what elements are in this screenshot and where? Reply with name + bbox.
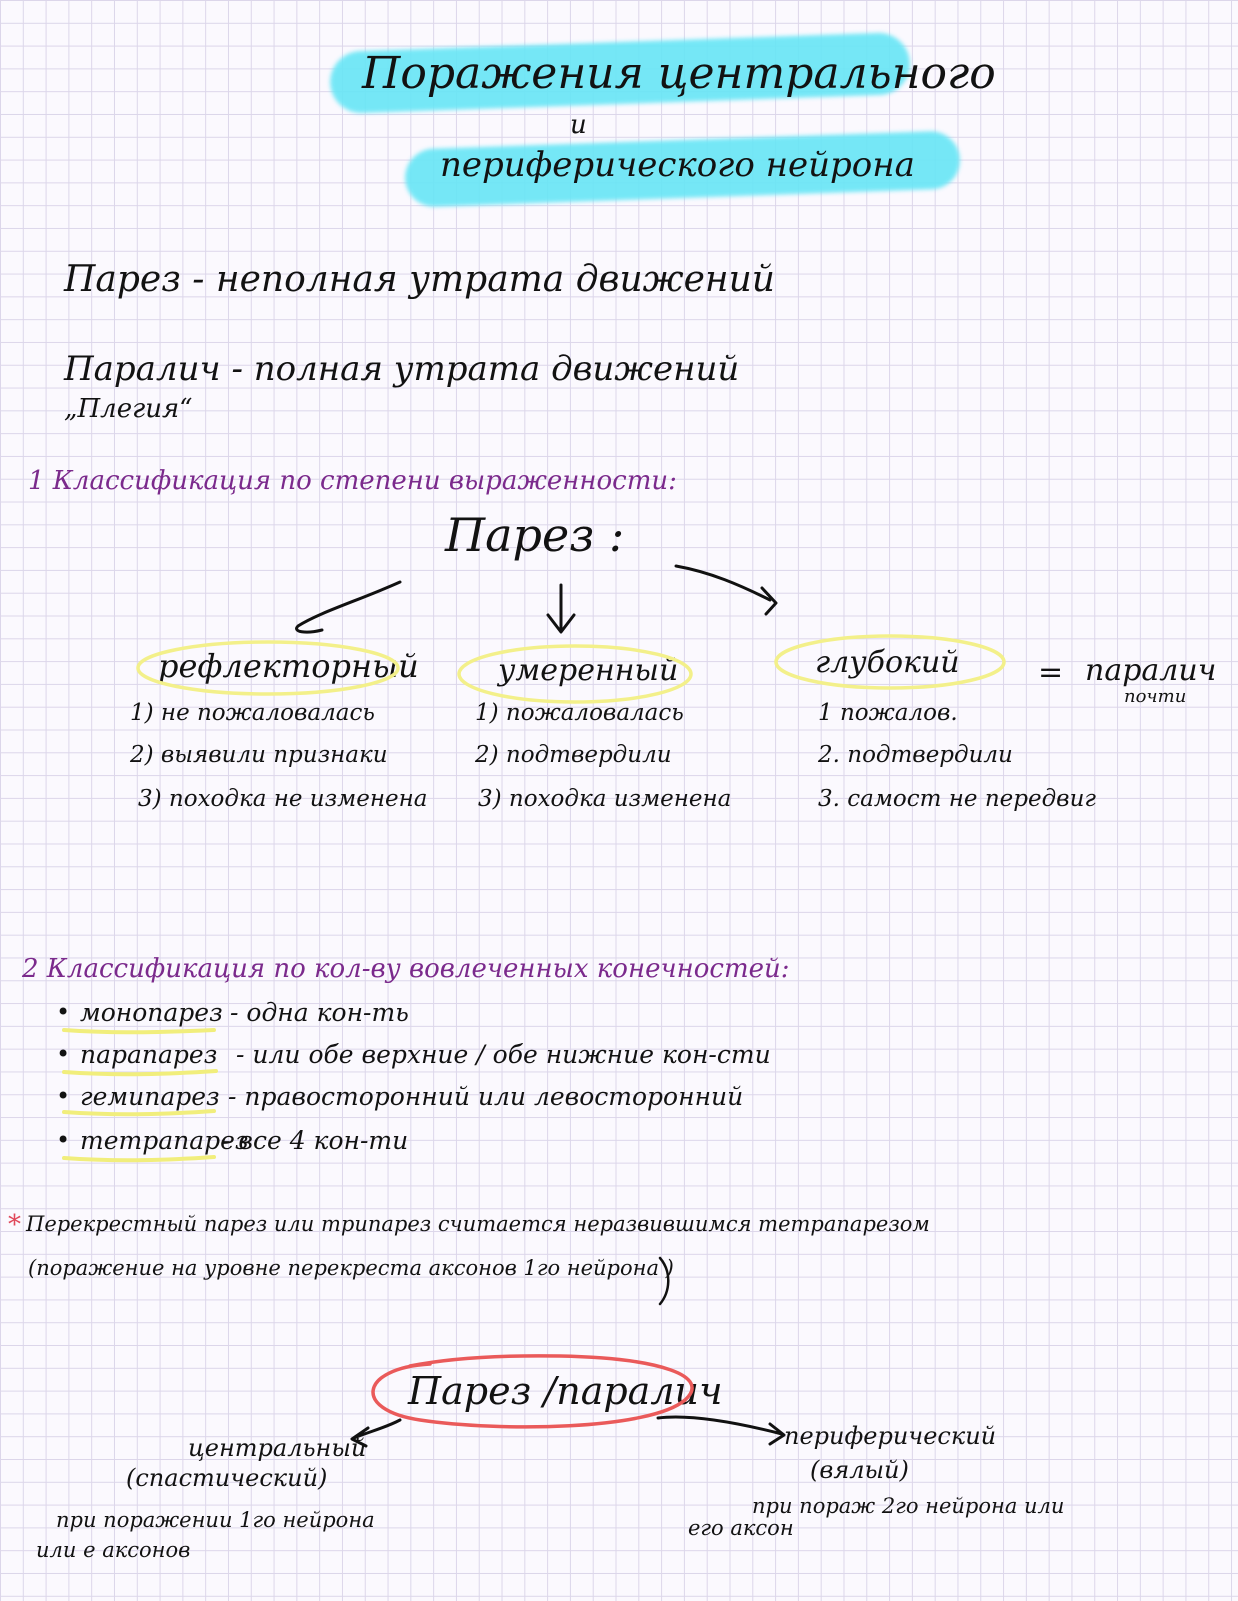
branch-reflex-item-2: 2) выявили признаки — [130, 742, 388, 768]
classification1-root: Парез : — [445, 508, 625, 562]
title-line-1: Поражения центрального — [362, 48, 996, 99]
branch-deep-title: глубокий — [815, 645, 960, 680]
underline-1 — [64, 1030, 214, 1032]
diagram-right-title: периферический — [784, 1422, 997, 1450]
limb-term-4: тетрапарез — [80, 1126, 249, 1155]
limb-term-1: монопарез — [80, 998, 223, 1027]
diagram-right-sub: (вялый) — [810, 1456, 909, 1484]
limb-desc-2: - или обе верхние / обе нижние кон-сти — [236, 1040, 771, 1069]
limb-desc-4: - все 4 кон-ти — [222, 1126, 409, 1155]
definition-paresis: Парез - неполная утрата движений — [64, 259, 775, 300]
underline-2 — [64, 1071, 216, 1074]
bullet-1: • — [56, 998, 71, 1026]
circle-center — [373, 1356, 692, 1427]
limb-term-2: парапарез — [80, 1040, 218, 1069]
underline-3 — [64, 1111, 214, 1114]
classification2-heading: 2 Классификация по кол-ву вовлеченных конечностей: — [22, 954, 790, 984]
branch-deep-item-3: 3. самост не передвиг — [818, 786, 1096, 812]
branch-reflex-item-1: 1) не пожаловалась — [130, 700, 375, 726]
bullet-4: • — [56, 1126, 71, 1154]
footnote-line-1: Перекрестный парез или трипарез считается неразвившимся тетрапарезом — [26, 1212, 930, 1236]
arrow-to-peripheral — [658, 1417, 784, 1444]
diagram-left-sub: (спастический) — [126, 1464, 328, 1492]
diagram-left-note-2: или е аксонов — [36, 1538, 191, 1562]
title-line-2: периферического нейрона — [440, 145, 915, 185]
footnote-paren — [660, 1258, 668, 1304]
arrow-to-moderate — [548, 585, 574, 632]
diagram-left-note-1: при поражении 1го нейрона — [56, 1508, 375, 1532]
deep-note-paralysis: паралич — [1085, 653, 1217, 688]
branch-reflex-title: рефлекторный — [158, 647, 419, 685]
deep-note-almost: почти — [1124, 686, 1187, 707]
branch-deep-item-2: 2. подтвердили — [818, 742, 1013, 768]
diagram-right-note-2: его аксон — [688, 1516, 794, 1540]
branch-deep-item-1: 1 пожалов. — [818, 700, 958, 726]
bullet-3: • — [56, 1082, 71, 1110]
bullet-2: • — [56, 1040, 71, 1068]
circle-reflex — [138, 642, 398, 694]
diagram-left-title: центральный — [188, 1434, 367, 1462]
circle-deep — [776, 636, 1004, 688]
branch-reflex-item-3: 3) походка не изменена — [138, 786, 428, 812]
footnote-star: * — [8, 1210, 21, 1240]
arrow-to-central — [352, 1420, 400, 1446]
classification1-heading: 1 Классификация по степени выраженности: — [28, 466, 677, 496]
branch-moderate-item-2: 2) подтвердили — [475, 742, 672, 768]
branch-moderate-item-1: 1) пожаловалась — [475, 700, 684, 726]
definition-paralysis: Паралич - полная утрата движений — [64, 349, 740, 389]
limb-desc-1: - одна кон-ть — [230, 998, 409, 1027]
arrow-to-reflex — [297, 582, 400, 632]
deep-note-equals: = — [1038, 655, 1064, 690]
limb-term-3: гемипарез — [80, 1082, 220, 1111]
branch-moderate-title: умеренный — [498, 653, 679, 688]
definition-plegia: „Плегия“ — [64, 394, 193, 424]
branch-moderate-item-3: 3) походка изменена — [478, 786, 732, 812]
title-conjunction: и — [570, 110, 587, 140]
arrow-to-deep — [676, 566, 776, 614]
diagram-center: Парез /паралич — [408, 1369, 723, 1413]
footnote-line-2: (поражение на уровне перекреста аксонов 1го нейрона ) — [28, 1256, 674, 1280]
limb-desc-3: - правосторонний или левосторонний — [228, 1082, 744, 1111]
diagram-right-note-1: при пораж 2го нейрона или — [752, 1494, 1065, 1518]
circle-moderate — [459, 646, 691, 702]
underline-4 — [64, 1157, 214, 1160]
